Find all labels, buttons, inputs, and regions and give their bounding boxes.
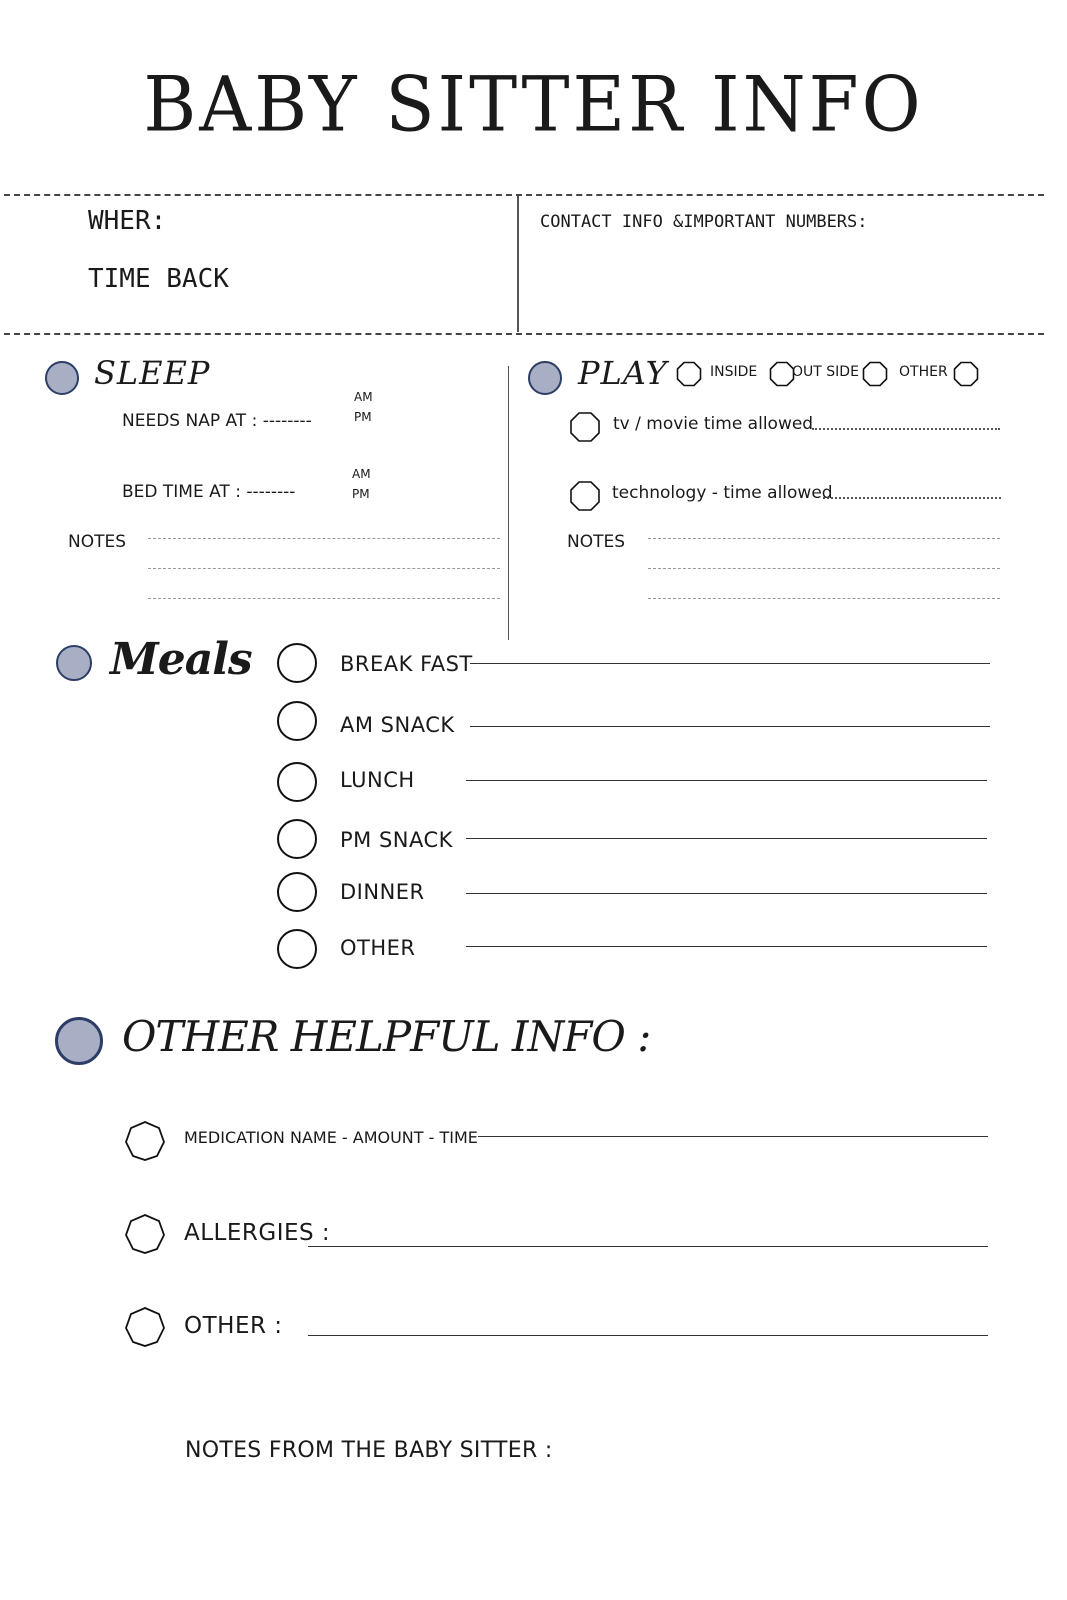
- other-info-label: OTHER :: [184, 1313, 283, 1339]
- time-back-label: TIME BACK: [88, 264, 229, 294]
- meal-pm-snack-line[interactable]: [466, 838, 987, 839]
- tech-allowed-label: technology - time allowed: [612, 483, 833, 503]
- allergies-label: ALLERGIES :: [184, 1220, 331, 1246]
- play-option-inside: INSIDE: [710, 364, 758, 380]
- medication-line[interactable]: [478, 1136, 988, 1137]
- bottom-divider: [4, 333, 1044, 335]
- medication-checkbox-icon[interactable]: [124, 1120, 166, 1162]
- meal-am-snack-line[interactable]: [470, 726, 990, 727]
- play-option-other: OTHER: [899, 364, 948, 380]
- where-label: WHER:: [88, 206, 167, 236]
- sleep-play-divider: [508, 366, 509, 640]
- meal-other-label: OTHER: [340, 936, 416, 960]
- play-notes-line-2[interactable]: [648, 568, 1000, 569]
- sleep-notes-label: NOTES: [68, 532, 127, 552]
- allergies-line[interactable]: [308, 1246, 988, 1247]
- meal-other-line[interactable]: [466, 946, 987, 947]
- meals-heading: Meals: [110, 634, 252, 685]
- page-title: BABY SITTER INFO: [143, 59, 924, 149]
- nap-am-label: AM: [354, 390, 373, 404]
- play-bullet-icon: [528, 361, 562, 395]
- sleep-heading: SLEEP: [94, 354, 211, 392]
- pm-snack-checkbox-icon[interactable]: [277, 819, 317, 859]
- top-divider: [4, 194, 1044, 196]
- other-info-bullet-icon: [55, 1017, 103, 1065]
- tv-allowed-label: tv / movie time allowed: [613, 414, 814, 434]
- sleep-notes-line-1[interactable]: [148, 538, 500, 539]
- play-notes-line-1[interactable]: [648, 538, 1000, 539]
- medication-label: MEDICATION NAME - AMOUNT - TIME: [184, 1128, 478, 1147]
- other-info-heading: OTHER HELPFUL INFO :: [122, 1012, 651, 1061]
- meal-dinner-label: DINNER: [340, 880, 425, 904]
- nap-pm-label: PM: [354, 410, 372, 424]
- play-notes-line-3[interactable]: [648, 598, 1000, 599]
- play-notes-label: NOTES: [567, 532, 626, 552]
- contact-label: CONTACT INFO &IMPORTANT NUMBERS:: [540, 212, 868, 232]
- meal-lunch-line[interactable]: [466, 780, 987, 781]
- other-info-checkbox-icon[interactable]: [124, 1306, 166, 1348]
- sleep-notes-line-2[interactable]: [148, 568, 500, 569]
- am-snack-checkbox-icon[interactable]: [277, 701, 317, 741]
- tv-checkbox-icon[interactable]: [569, 411, 601, 443]
- tech-allowed-line[interactable]: [823, 497, 1001, 499]
- lunch-checkbox-icon[interactable]: [277, 762, 317, 802]
- meal-dinner-line[interactable]: [466, 893, 987, 894]
- meal-breakfast-label: BREAK FAST: [340, 652, 473, 676]
- meals-bullet-icon: [56, 645, 92, 681]
- tech-checkbox-icon[interactable]: [569, 480, 601, 512]
- play-heading: PLAY: [578, 354, 668, 392]
- inside-checkbox-icon[interactable]: [676, 361, 702, 387]
- meal-am-snack-label: AM SNACK: [340, 713, 455, 737]
- meal-lunch-label: LUNCH: [340, 768, 415, 792]
- dinner-checkbox-icon[interactable]: [277, 872, 317, 912]
- other-meal-checkbox-icon[interactable]: [277, 929, 317, 969]
- needs-nap-label: NEEDS NAP AT : --------: [122, 411, 312, 431]
- play-option-outside: OUT SIDE: [792, 364, 859, 380]
- bed-pm-label: PM: [352, 487, 370, 501]
- allergies-checkbox-icon[interactable]: [124, 1213, 166, 1255]
- sleep-bullet-icon: [45, 361, 79, 395]
- tv-allowed-line[interactable]: [812, 428, 1000, 430]
- bed-am-label: AM: [352, 467, 371, 481]
- other-play-extra-icon[interactable]: [953, 361, 979, 387]
- meal-breakfast-line[interactable]: [470, 663, 990, 664]
- meal-pm-snack-label: PM SNACK: [340, 828, 453, 852]
- sleep-notes-line-3[interactable]: [148, 598, 500, 599]
- header-split: [517, 196, 519, 332]
- sitter-notes-label: NOTES FROM THE BABY SITTER :: [185, 1438, 553, 1463]
- other-play-checkbox-icon[interactable]: [862, 361, 888, 387]
- other-info-line[interactable]: [308, 1335, 988, 1336]
- bed-time-label: BED TIME AT : --------: [122, 482, 296, 502]
- breakfast-checkbox-icon[interactable]: [277, 643, 317, 683]
